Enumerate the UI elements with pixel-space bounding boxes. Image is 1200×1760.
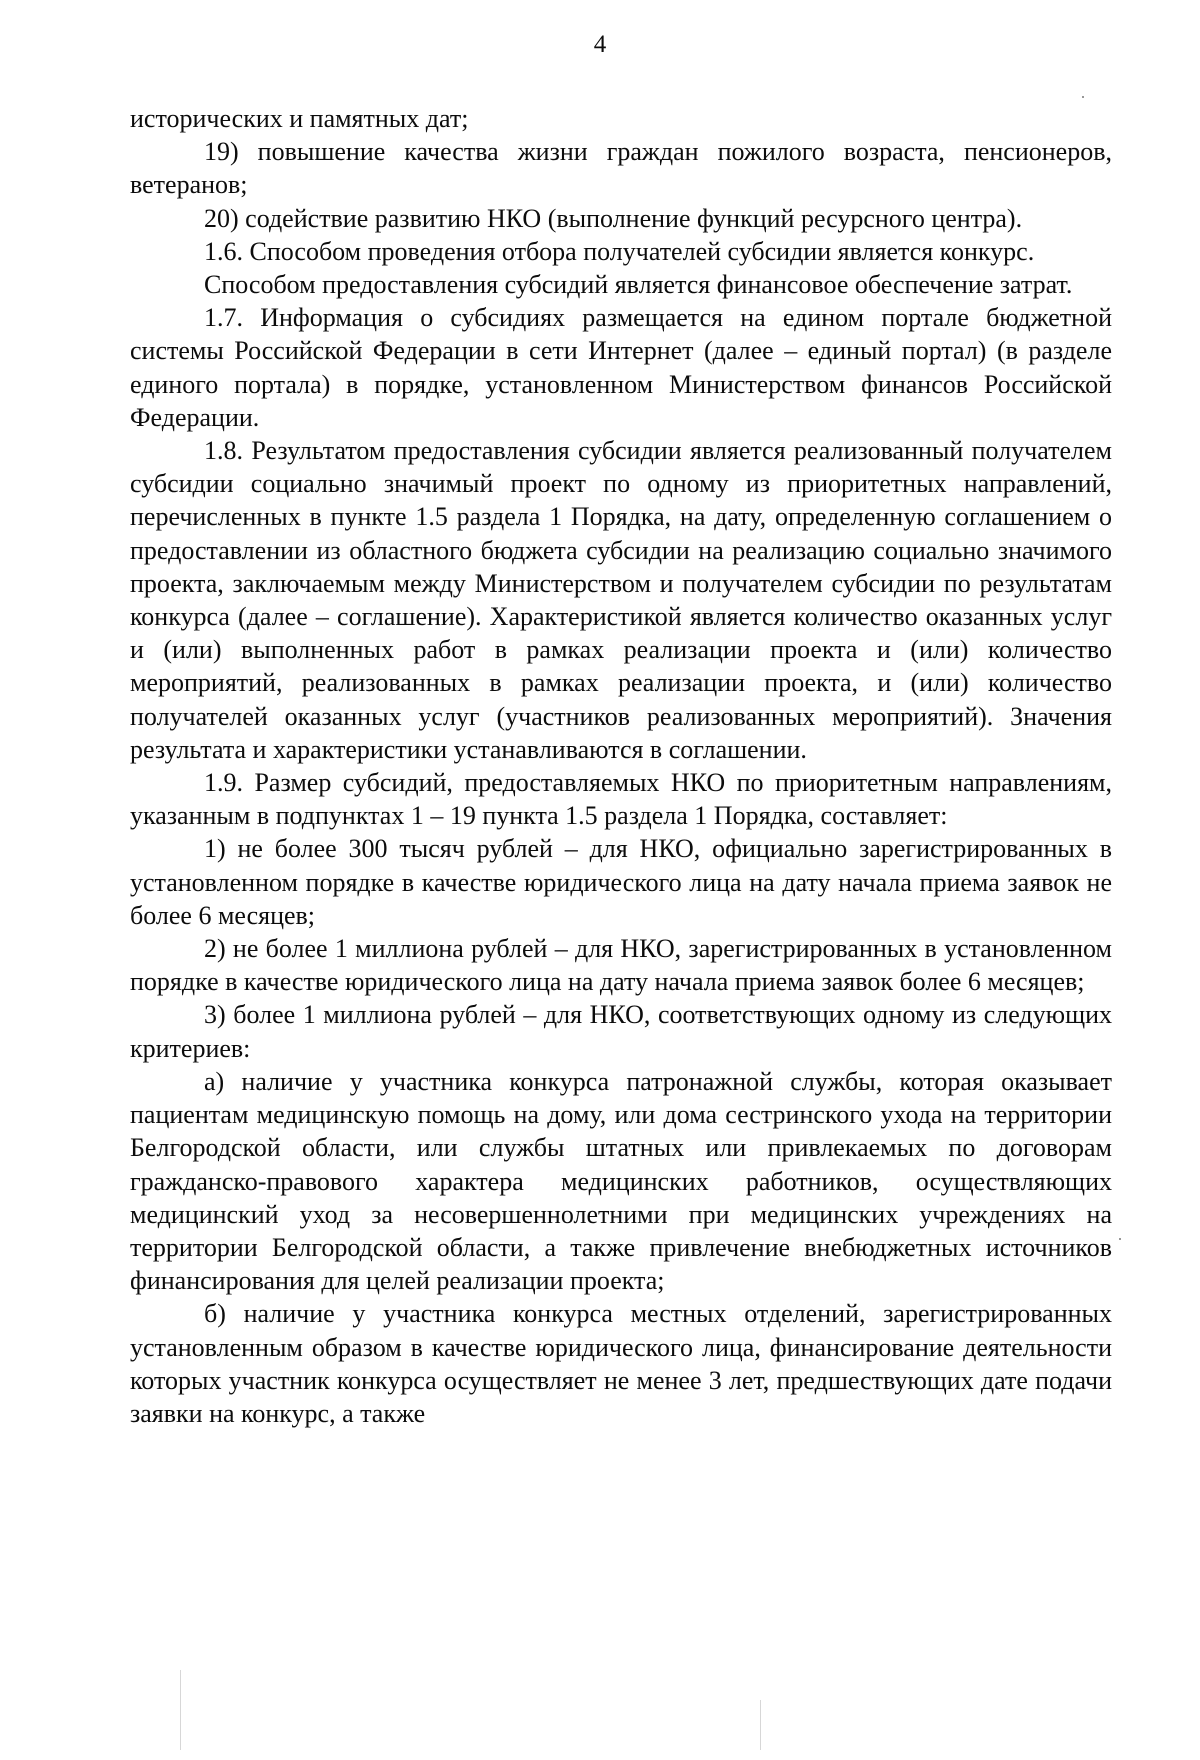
paragraph-1-6: 1.6. Способом проведения отбора получателей субсидии является конкурс. bbox=[204, 236, 1035, 266]
paragraph-criterion-a: а) наличие у участника конкурса патронажной службы, которая оказывает пациентам медицинскую помощь на дому, или дома сестринского ухода на территории Белгородской области, или службы штатных или привлекаемых по договорам гражданско-правового характера медицинских работников, осуществляющих медицинский уход за несовершеннолетними при медицинских учреждениях на территории Белгородской области, а также привлечение внебюджетных источников финансирования для целей реализации проекта; bbox=[130, 1066, 1112, 1296]
scan-edge-line bbox=[760, 1700, 761, 1750]
paragraph-size-2: 2) не более 1 миллиона рублей – для НКО, зарегистрированных в установленном порядке в качестве юридического лица на дату начала приема заявок более 6 месяцев; bbox=[130, 934, 1112, 997]
scan-speck bbox=[1119, 1238, 1121, 1240]
paragraph-continuation: исторических и памятных дат; bbox=[130, 104, 469, 133]
paragraph-size-1: 1) не более 300 тысяч рублей – для НКО, официально зарегистрированных в установленном порядке в качестве юридического лица на дату начала приема заявок не более 6 месяцев; bbox=[130, 834, 1112, 930]
page-number: 4 bbox=[593, 31, 607, 58]
paragraph-1-8: 1.8. Результатом предоставления субсидии является реализованный получателем субсидии социально значимый проект по одному из приоритетных направлений, перечисленных в пункте 1.5 раздела 1 Порядка, на дату, определенную соглашением о предоставлении из областного бюджета субсидии на реализацию социально значимого проекта, заключаемым между Министерством и получателем субсидии по результатам конкурса (далее – соглашение). Характеристикой является количество оказанных услуг и (или) выполненных работ в рамках реализации проекта и (или) количество мероприятий, реализованных в рамках реализации проекта, и (или) количество получателей оказанных услуг (участников реализованных мероприятий). Значения результата и характеристики устанавливаются в соглашении. bbox=[130, 436, 1112, 764]
paragraph-item-19: 19) повышение качества жизни граждан пожилого возраста, пенсионеров, ветеранов; bbox=[130, 137, 1112, 200]
paragraph-item-20: 20) содействие развитию НКО (выполнение функций ресурсного центра). bbox=[204, 203, 1023, 233]
paragraph-1-7: 1.7. Информация о субсидиях размещается на едином портале бюджетной системы Российской Федерации в сети Интернет (далее – единый портал) (в разделе единого портала) в порядке, установленном Министерством финансов Российской Федерации. bbox=[130, 303, 1112, 432]
document-body bbox=[130, 102, 1112, 1430]
scan-edge-line bbox=[180, 1670, 181, 1750]
paragraph-criterion-b: б) наличие у участника конкурса местных отделений, зарегистрированных установленным образом в качестве юридического лица, финансирование деятельности которых участник конкурса осуществляет не менее 3 лет, предшествующих дате подачи заявки на конкурс, а также bbox=[130, 1299, 1112, 1428]
scan-speck bbox=[1082, 96, 1084, 98]
paragraph-subsidy-method: Способом предоставления субсидий является финансовое обеспечение затрат. bbox=[204, 270, 1073, 300]
paragraph-1-9: 1.9. Размер субсидий, предоставляемых НКО по приоритетным направлениям, указанным в подпунктах 1 – 19 пункта 1.5 раздела 1 Порядка, составляет: bbox=[130, 768, 1112, 831]
paragraph-size-3: 3) более 1 миллиона рублей – для НКО, соответствующих одному из следующих критериев: bbox=[130, 1000, 1112, 1063]
